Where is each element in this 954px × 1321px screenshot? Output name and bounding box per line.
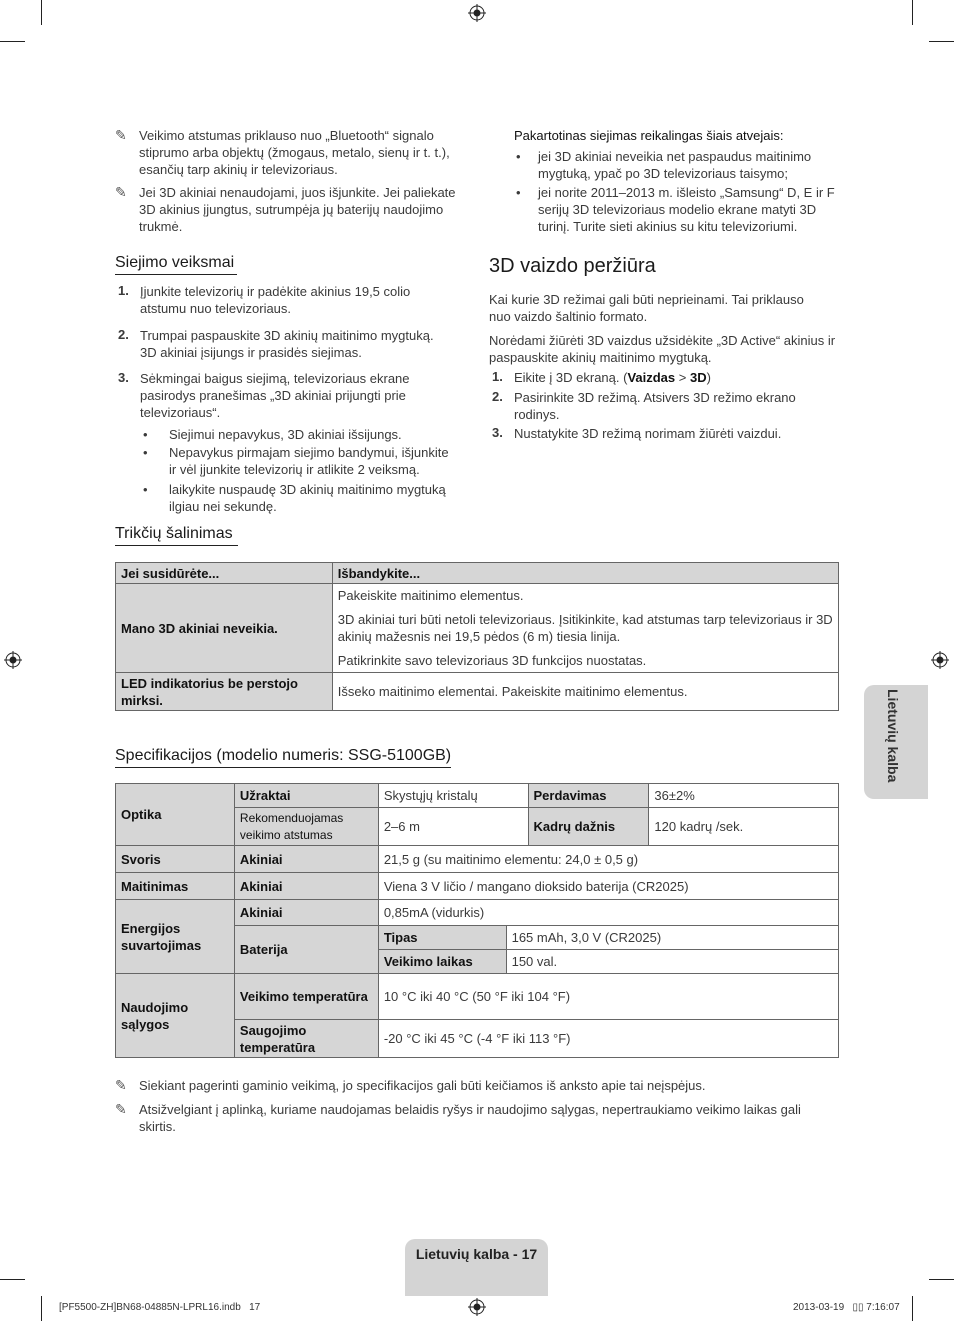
table-cell: Optika — [116, 784, 235, 846]
table-cell: 0,85mA (vidurkis) — [378, 900, 838, 926]
table-cell: Akiniai — [234, 873, 378, 900]
list-item — [143, 444, 458, 478]
table-cell: 150 val. — [506, 950, 838, 974]
note-text: Siekiant pagerinti gaminio veikimą, jo specifikacijos gali būti keičiamos iš anksto apie tai neįspėjus. — [139, 1078, 706, 1093]
table-row — [116, 974, 839, 1020]
table-cell: Užraktai — [234, 784, 378, 808]
note-text: Atsižvelgiant į aplinką, kuriame naudojamas belaidis ryšys ir naudojimo sąlygas, nepertraukiamo veikimo laikas gali skirtis. — [139, 1102, 801, 1134]
bullet-icon: • — [143, 445, 148, 460]
menu-path-item: 3D — [689, 370, 707, 385]
table-cell: 36±2% — [649, 784, 839, 808]
table-row — [116, 563, 839, 584]
table-cell: Veikimo temperatūra — [234, 974, 378, 1020]
list-item — [516, 148, 841, 182]
list-item — [143, 481, 458, 515]
registration-mark-icon — [931, 651, 949, 669]
table-cell: Mano 3D akiniai neveikia. — [116, 584, 333, 673]
table-row — [116, 584, 839, 673]
section-heading — [115, 525, 238, 546]
step-text — [514, 369, 834, 386]
crop-mark — [41, 0, 42, 25]
crop-mark — [41, 1296, 42, 1321]
note — [115, 184, 460, 236]
registration-mark-icon — [468, 4, 486, 22]
table-cell: 2–6 m — [378, 808, 528, 846]
paragraph: Kai kurie 3D režimai gali būti neprieinami. Tai priklauso nuo vaizdo šaltinio formato. — [489, 292, 804, 324]
list-item-text: Nepavykus pirmajam siejimo bandymui, išjunkite ir vėl įjunkite televizorių ir atlikite 2 veiksmą. — [169, 445, 449, 477]
table-cell: 21,5 g (su maitinimo elementu: 24,0 ± 0,5 g) — [378, 846, 838, 873]
table-cell: 10 °C iki 40 °C (50 °F iki 104 °F) — [378, 974, 838, 1020]
step-text: Įjunkite televizorių ir padėkite akinius 19,5 colio atstumu nuo televizoriaus. — [140, 284, 411, 316]
pencil-note-icon: ✎ — [115, 1101, 127, 1117]
trouble-heading: Trikčių šalinimas — [115, 525, 238, 546]
step-number: 2. — [492, 389, 503, 404]
table-cell: Rekomenduojamas veikimo atstumas — [234, 808, 378, 846]
note — [115, 1101, 845, 1135]
bullet-icon: • — [516, 149, 521, 164]
table-row — [116, 873, 839, 900]
step-text: Pasirinkite 3D režimą. Atsivers 3D režimo ekrano rodinys. — [514, 390, 796, 422]
step-text: Nustatykite 3D režimą norimam žiūrėti vaizdui. — [514, 426, 782, 441]
table-cell: Kadrų dažnis — [528, 808, 649, 846]
bullet-icon: • — [143, 482, 148, 497]
list-item — [143, 426, 453, 443]
crop-mark — [912, 0, 913, 25]
step-number: 3. — [492, 425, 503, 440]
troubleshooting-table — [115, 562, 839, 711]
solution-text: Patikrinkite savo televizoriaus 3D funkcijos nuostatas. — [337, 653, 647, 668]
step-text-part: Eikite į 3D ekraną. ( — [514, 370, 628, 385]
note — [115, 1077, 845, 1094]
table-cell: 120 kadrų /sek. — [649, 808, 839, 846]
table-cell: Saugojimo temperatūra — [234, 1020, 378, 1058]
solution-text: 3D akiniai turi būti netoli televizoriaus. Įsitikinkite, kad atstumas tarp televizoriaus ir 3D akinių mažesnis nei 19,5 pėdos (6 m) tiesia linija. — [337, 612, 833, 644]
solution-text: Pakeiskite maitinimo elementus. — [337, 588, 524, 603]
table-cell: LED indikatorius be perstojo mirksi. — [116, 673, 333, 711]
table-header-cell: Jei susidūrėte... — [116, 563, 333, 584]
crop-mark — [929, 1279, 954, 1280]
note-text: Jei 3D akiniai nenaudojami, juos išjunkite. Jei paliekate 3D akinius įjungtus, sutrumpėja jų baterijų naudojimo trukmė. — [139, 185, 456, 234]
table-header-cell: Išbandykite... — [332, 563, 838, 584]
table-cell: Baterija — [234, 926, 378, 974]
table-cell: Skystųjų kristalų — [378, 784, 528, 808]
table-cell: -20 °C iki 45 °C (-4 °F iki 113 °F) — [378, 1020, 838, 1058]
pencil-note-icon: ✎ — [115, 127, 127, 143]
bullet-icon: • — [516, 185, 521, 200]
table-row — [116, 900, 839, 926]
repeat-heading: Pakartotinas siejimas reikalingas šiais atvejais: — [514, 128, 784, 143]
language-side-tab-label: Lietuvių kalba — [885, 689, 901, 783]
crop-mark — [0, 1279, 25, 1280]
table-row — [116, 673, 839, 711]
table-cell — [332, 584, 838, 673]
step-number: 1. — [492, 369, 503, 384]
table-cell: Maitinimas — [116, 873, 235, 900]
table-cell: Tipas — [378, 926, 506, 950]
table-cell: Akiniai — [234, 846, 378, 873]
menu-path-separator: > — [675, 370, 690, 385]
table-cell: Akiniai — [234, 900, 378, 926]
step-number: 3. — [118, 370, 129, 385]
page-heading: 3D vaizdo peržiūra — [489, 255, 656, 277]
section-heading — [115, 254, 237, 275]
menu-path-item: Vaizdas — [627, 370, 676, 385]
list-item-text: jei 3D akiniai neveikia net paspaudus maitinimo mygtuką, ypač po 3D televizoriaus taisymo; — [538, 149, 812, 181]
table-cell: Išseko maitinimo elementai. Pakeiskite maitinimo elementus. — [332, 673, 838, 711]
step-text: Sėkmingai baigus siejimą, televizoriaus ekrane pasirodys pranešimas „3D akiniai prijungti prie televizoriaus“. — [140, 371, 410, 420]
table-cell: Naudojimo sąlygos — [116, 974, 235, 1058]
registration-mark-icon — [468, 1298, 486, 1316]
bullet-icon: • — [143, 427, 148, 442]
table-cell: Svoris — [116, 846, 235, 873]
crop-mark — [0, 41, 25, 42]
section-heading — [115, 747, 451, 768]
step-text-part: ) — [706, 370, 711, 385]
list-item — [516, 184, 841, 236]
step-number: 1. — [118, 283, 129, 298]
list-item-text: Siejimui nepavykus, 3D akiniai išsijungs. — [169, 427, 402, 442]
table-cell: 165 mAh, 3,0 V (CR2025) — [506, 926, 838, 950]
page-number-label: Lietuvių kalba - 17 — [415, 1246, 538, 1262]
table-cell: Energijos suvartojimas — [116, 900, 235, 974]
note — [115, 127, 460, 179]
list-item-text: jei norite 2011–2013 m. išleisto „Samsung“ D, E ir F serijų 3D televizoriaus modelio ekrane matyti 3D turinį. Turite sieti akinius su kitu televizoriumi. — [538, 185, 835, 234]
crop-mark — [912, 1296, 913, 1321]
table-cell: Viena 3 V ličio / mangano dioksido baterija (CR2025) — [378, 873, 838, 900]
step-number: 2. — [118, 327, 129, 342]
specs-heading: Specifikacijos (modelio numeris: SSG-5100GB) — [115, 747, 451, 768]
print-file-info: [PF5500-ZH]BN68-04885N-LPRL16.indb 17 — [59, 1302, 261, 1313]
step-text: Trumpai paspauskite 3D akinių maitinimo mygtuką. 3D akiniai įsijungs ir prasidės siejimas. — [140, 328, 434, 360]
pencil-note-icon: ✎ — [115, 1077, 127, 1093]
table-cell: Perdavimas — [528, 784, 649, 808]
registration-mark-icon — [4, 651, 22, 669]
table-row — [116, 846, 839, 873]
list-item-text: laikykite nuspaudę 3D akinių maitinimo mygtuką ilgiau nei sekundę. — [169, 482, 446, 514]
table-row — [116, 784, 839, 808]
note-text: Veikimo atstumas priklauso nuo „Bluetooth“ signalo stiprumo arba objektų (žmogaus, metalo, sienų ir t. t.), esančių tarp akinių ir televizoriaus. — [139, 128, 450, 177]
table-cell: Veikimo laikas — [378, 950, 506, 974]
crop-mark — [929, 41, 954, 42]
print-date-info: 2013-03-19 ▯▯ 7:16:07 — [793, 1302, 900, 1313]
paragraph: Norėdami žiūrėti 3D vaizdus užsidėkite „3D Active“ akinius ir paspauskite akinių maitinimo mygtuką. — [489, 333, 836, 365]
pairing-heading: Siejimo veiksmai — [115, 254, 237, 275]
specifications-table — [115, 783, 839, 1058]
pencil-note-icon: ✎ — [115, 184, 127, 200]
